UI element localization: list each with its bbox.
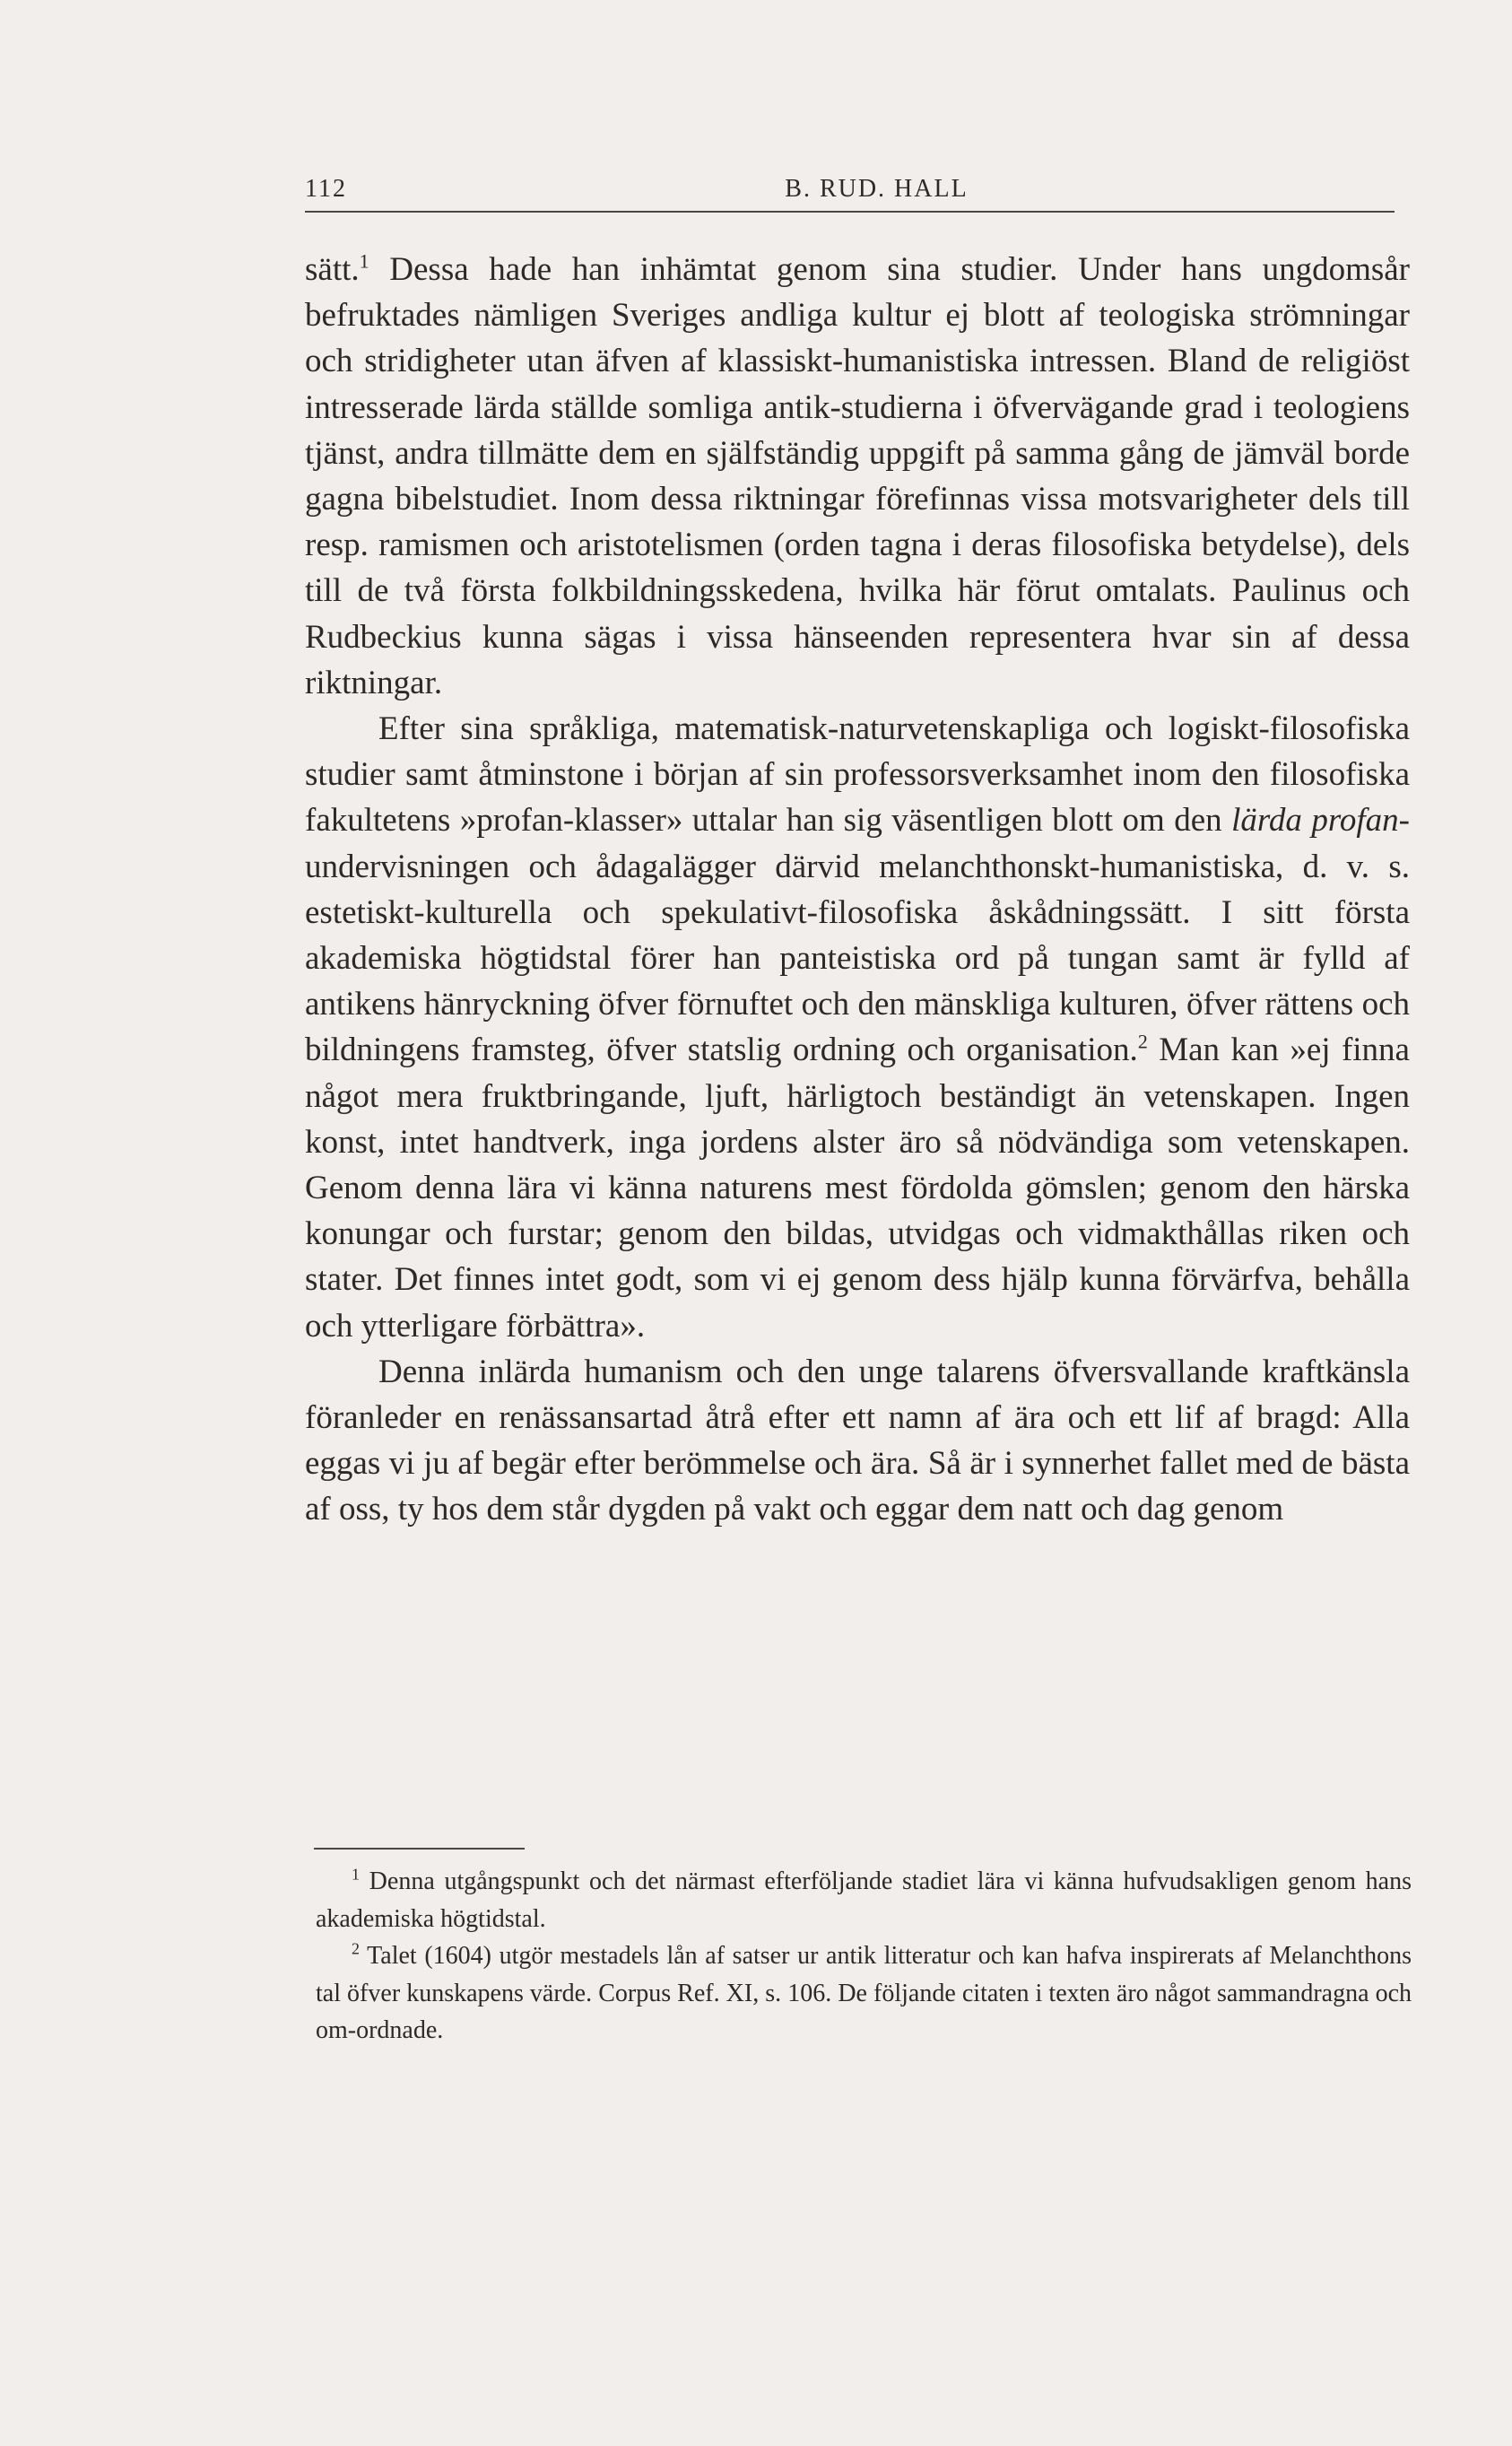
footnote-1-text: Denna utgångspunkt och det närmast efterföljande stadiet lära vi känna hufvudsakligen genom hans akademiska högtidstal.: [316, 1867, 1412, 1933]
paragraph-1: [305, 247, 1410, 706]
paragraph-2-end: Man kan »ej finna något mera fruktbringande, ljuft, härligtoch beständigt än vetenskapen. Ingen konst, intet handtverk, inga jordens alster äro så nödvändiga som vetenskapen. Genom denna lära vi känna naturens mest fördolda gömslen; genom den härska konungar och furstar; genom den bildas, utvidgas och vidmakthållas riken och stater. Det finnes intet godt, som vi ej genom dess hjälp kunna förvärfva, behålla och ytterligare förbättra».: [305, 1031, 1410, 1345]
footnote-ref-2: 2: [1137, 1031, 1148, 1054]
paragraph-2: [305, 706, 1410, 1349]
footnote-ref-1: 1: [359, 249, 369, 273]
page-number: 112: [305, 175, 347, 203]
paragraph-2-start: Efter sina språkliga, matematisk-naturvetenskapliga och logiskt-filosofiska studier samt åtminstone i början af sin professorsverksamhet inom den filosofiska fakultetens »profan-klasser» uttalar han sig väsentligen blott om den: [305, 710, 1410, 840]
footnote-1-number: 1: [352, 1865, 360, 1884]
footnote-2-text: Talet (1604) utgör mestadels lån af satser ur antik litteratur och kan hafva inspirerats af Melanchthons tal öfver kunskapens värde. Corpus Ref. XI, s. 106. De följande citaten i texten äro något sammandragna och om-ordnade.: [316, 1942, 1412, 2044]
running-title: B. RUD. HALL: [785, 175, 969, 203]
footnote-divider: [314, 1848, 525, 1850]
footnote-1: [316, 1863, 1412, 1937]
running-head: [305, 175, 1395, 213]
paragraph-2-italic: lärda profan: [1231, 802, 1399, 840]
footnote-2-number: 2: [352, 1939, 360, 1958]
paragraph-2-middle: -undervisningen och ådagalägger därvid melanchthonskt-humanistiska, d. v. s. estetiskt-kulturella och spekulativt-filosofiska åskådningssätt. I sitt första akademiska högtidstal förer han panteistiska ord på tungan samt är fylld af antikens hänryckning öfver förnuftet och den mänskliga kulturen, öfver rättens och bildningens framsteg, öfver statslig ordning och organisation.: [305, 802, 1410, 1069]
body-text: [305, 247, 1410, 1533]
paragraph-1-text: Dessa hade han inhämtat genom sina studier. Under hans ungdomsår befruktades nämligen Sveriges andliga kultur ej blott af teologiska strömningar och stridigheter utan äfven af klassiskt-humanistiska intressen. Bland de religiöst intresserade lärda ställde somliga antik-studierna i öfvervägande grad i teologiens tjänst, andra tillmätte dem en själfständig uppgift på samma gång de jämväl borde gagna bibelstudiet. Inom dessa riktningar förefinnas vissa motsvarigheter dels till resp. ramismen och aristotelismen (orden tagna i deras filosofiska betydelse), dels till de två första folkbildningsskedena, hvilka här förut omtalats. Paulinus och Rudbeckius kunna sägas i vissa hänseenden representera hvar sin af dessa riktningar.: [305, 251, 1410, 701]
paragraph-1-start: sätt.: [305, 251, 360, 288]
footnote-2: [316, 1937, 1412, 2050]
footnotes: [316, 1863, 1412, 2050]
paragraph-3: Denna inlärda humanism och den unge talarens öfversvallande kraftkänsla föranleder en renässansartad åtrå efter ett namn af ära och ett lif af bragd: Alla eggas vi ju af begär efter berömmelse och ära. Så är i synnerhet fallet med de bästa af oss, ty hos dem står dygden på vakt och eggar dem natt och dag genom: [305, 1353, 1410, 1528]
